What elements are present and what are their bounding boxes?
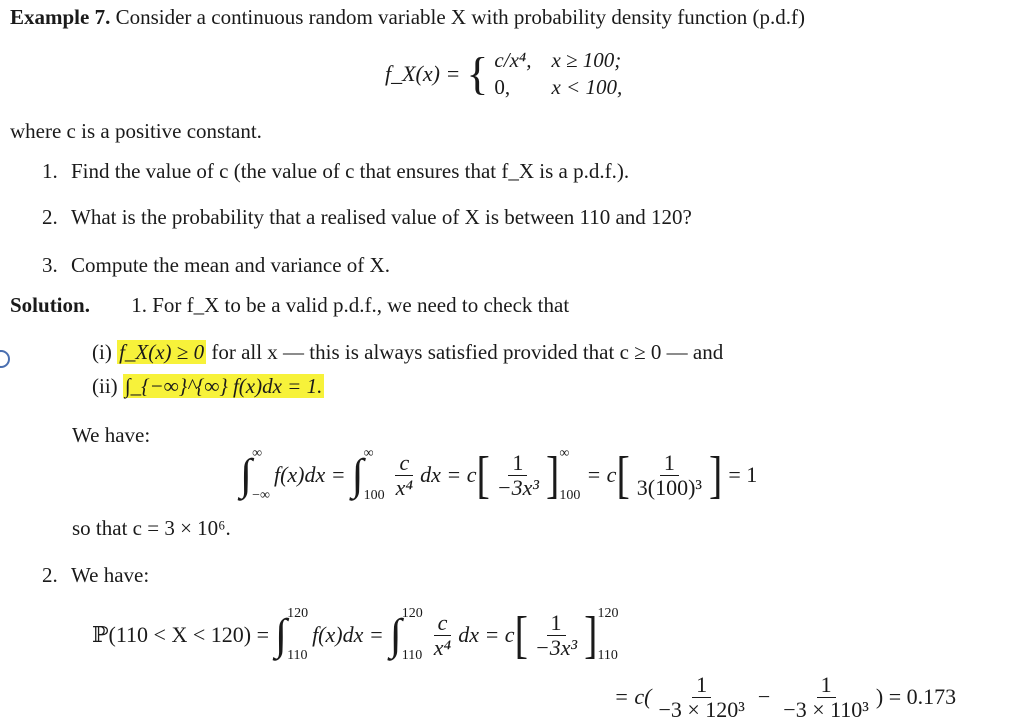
pdf-lhs: f_X(x) = (385, 61, 461, 86)
equation-mid: = c (586, 462, 617, 487)
question-text: Find the value of c (the value of c that ensures that f_X is a p.d.f.). (71, 159, 630, 183)
equation-tail: = 1 (728, 462, 758, 487)
circle-marker-icon (0, 350, 10, 368)
solution-line (10, 292, 569, 318)
pdf-case2-cond: x < 100, (551, 75, 623, 99)
pdf-cases (494, 48, 622, 100)
example-text: Consider a continuous random variable X with probability density function (p.d.f) (115, 5, 805, 29)
we-have-1: We have: (72, 423, 151, 447)
pdf-case2-value: 0, (494, 75, 511, 99)
question-text: What is the probability that a realised value of X is between 110 and 120? (71, 205, 692, 229)
integral-icon: ∫ (240, 450, 253, 499)
bracket-lower: 100 (559, 488, 581, 503)
fraction-numerator: c (395, 451, 413, 476)
left-bracket-icon: [ (616, 445, 630, 504)
fraction (493, 451, 543, 500)
fraction-denominator: −3x³ (534, 634, 578, 660)
solution-label: Solution. (10, 293, 90, 317)
fraction (430, 611, 455, 660)
bracket-upper: ∞ (559, 446, 570, 461)
part-2-line (42, 562, 149, 588)
fraction (633, 451, 706, 500)
integral-icon: ∫ (351, 450, 364, 499)
right-bracket-icon: ] (546, 445, 560, 504)
fraction-numerator: c (434, 611, 452, 636)
fraction (779, 673, 873, 722)
question-number: 2. (42, 205, 58, 229)
where-text: where c is a positive constant. (10, 119, 262, 143)
integral-lower: −∞ (252, 488, 270, 503)
equation-probability (92, 600, 618, 670)
question-2 (42, 204, 692, 230)
integral-lower: 100 (363, 488, 385, 503)
fraction-numerator: 1 (817, 673, 836, 698)
result-end: ) = 0.173 (875, 684, 957, 709)
result-start: = c( (614, 684, 652, 709)
part-2-number: 2. (42, 563, 58, 587)
pdf-case1-value: c/x⁴, (494, 48, 532, 72)
equation-result (614, 670, 956, 724)
left-bracket-icon: [ (514, 605, 528, 664)
fraction-numerator: 1 (547, 611, 566, 636)
example-label: Example 7. (10, 5, 111, 29)
brace-icon: { (466, 48, 489, 99)
question-number: 1. (42, 159, 58, 183)
fraction (654, 673, 748, 722)
fraction-denominator: x⁴ (433, 634, 452, 660)
integral-lower: 110 (401, 648, 423, 663)
question-1 (42, 158, 629, 184)
question-number: 3. (42, 253, 58, 277)
integral-tail: dx = c (420, 462, 477, 487)
pdf-case1-cond: x ≥ 100; (551, 48, 622, 72)
integral-icon: ∫ (275, 610, 288, 659)
condition-i-num: (i) (92, 340, 112, 364)
question-text: Compute the mean and variance of X. (71, 253, 390, 277)
so-that-text: so that c = 3 × 10⁶. (72, 516, 231, 540)
part-2-text: We have: (71, 563, 150, 587)
integral-upper: 120 (287, 606, 309, 621)
fraction-denominator: 3(100)³ (636, 474, 703, 500)
condition-i-highlight: f_X(x) ≥ 0 (119, 340, 205, 364)
fraction-denominator: −3 × 120³ (658, 696, 745, 722)
integral-upper: ∞ (252, 446, 263, 461)
fraction-denominator: x⁴ (395, 474, 414, 500)
question-3 (42, 252, 390, 278)
fraction (392, 451, 417, 500)
fraction-numerator: 1 (660, 451, 679, 476)
condition-ii (92, 373, 324, 399)
integral-lower: 110 (287, 648, 308, 663)
integral-icon: ∫ (389, 610, 402, 659)
condition-i-text: for all x — this is always satisfied provided that c ≥ 0 — and (211, 340, 724, 364)
left-bracket-icon: [ (476, 445, 490, 504)
fraction-denominator: −3x³ (496, 474, 539, 500)
solution-intro: 1. For f_X to be a valid p.d.f., we need to check that (131, 293, 570, 317)
right-bracket-icon: ] (584, 605, 598, 664)
pdf-definition (385, 44, 622, 104)
fraction-numerator: 1 (508, 451, 527, 476)
bracket-upper: 120 (597, 606, 619, 621)
integral-upper: ∞ (363, 446, 374, 461)
example-header (10, 4, 805, 30)
integral-tail: dx = c (458, 622, 515, 647)
fraction-denominator: −3 × 110³ (783, 696, 869, 722)
fraction-numerator: 1 (692, 673, 711, 698)
result-minus: − (757, 684, 771, 709)
bracket-lower: 110 (597, 648, 618, 663)
condition-i (92, 339, 723, 365)
equation-normalization (240, 440, 757, 510)
integral-body: f(x)dx = (273, 462, 346, 487)
integral-body: f(x)dx = (312, 622, 384, 647)
probability-lhs: ℙ(110 < X < 120) = (92, 622, 269, 647)
fraction (531, 611, 581, 660)
condition-ii-num: (ii) (92, 374, 118, 398)
integral-upper: 120 (401, 606, 423, 621)
condition-ii-highlight: ∫_{−∞}^{∞} f(x)dx = 1. (124, 374, 323, 398)
right-bracket-icon: ] (709, 445, 723, 504)
